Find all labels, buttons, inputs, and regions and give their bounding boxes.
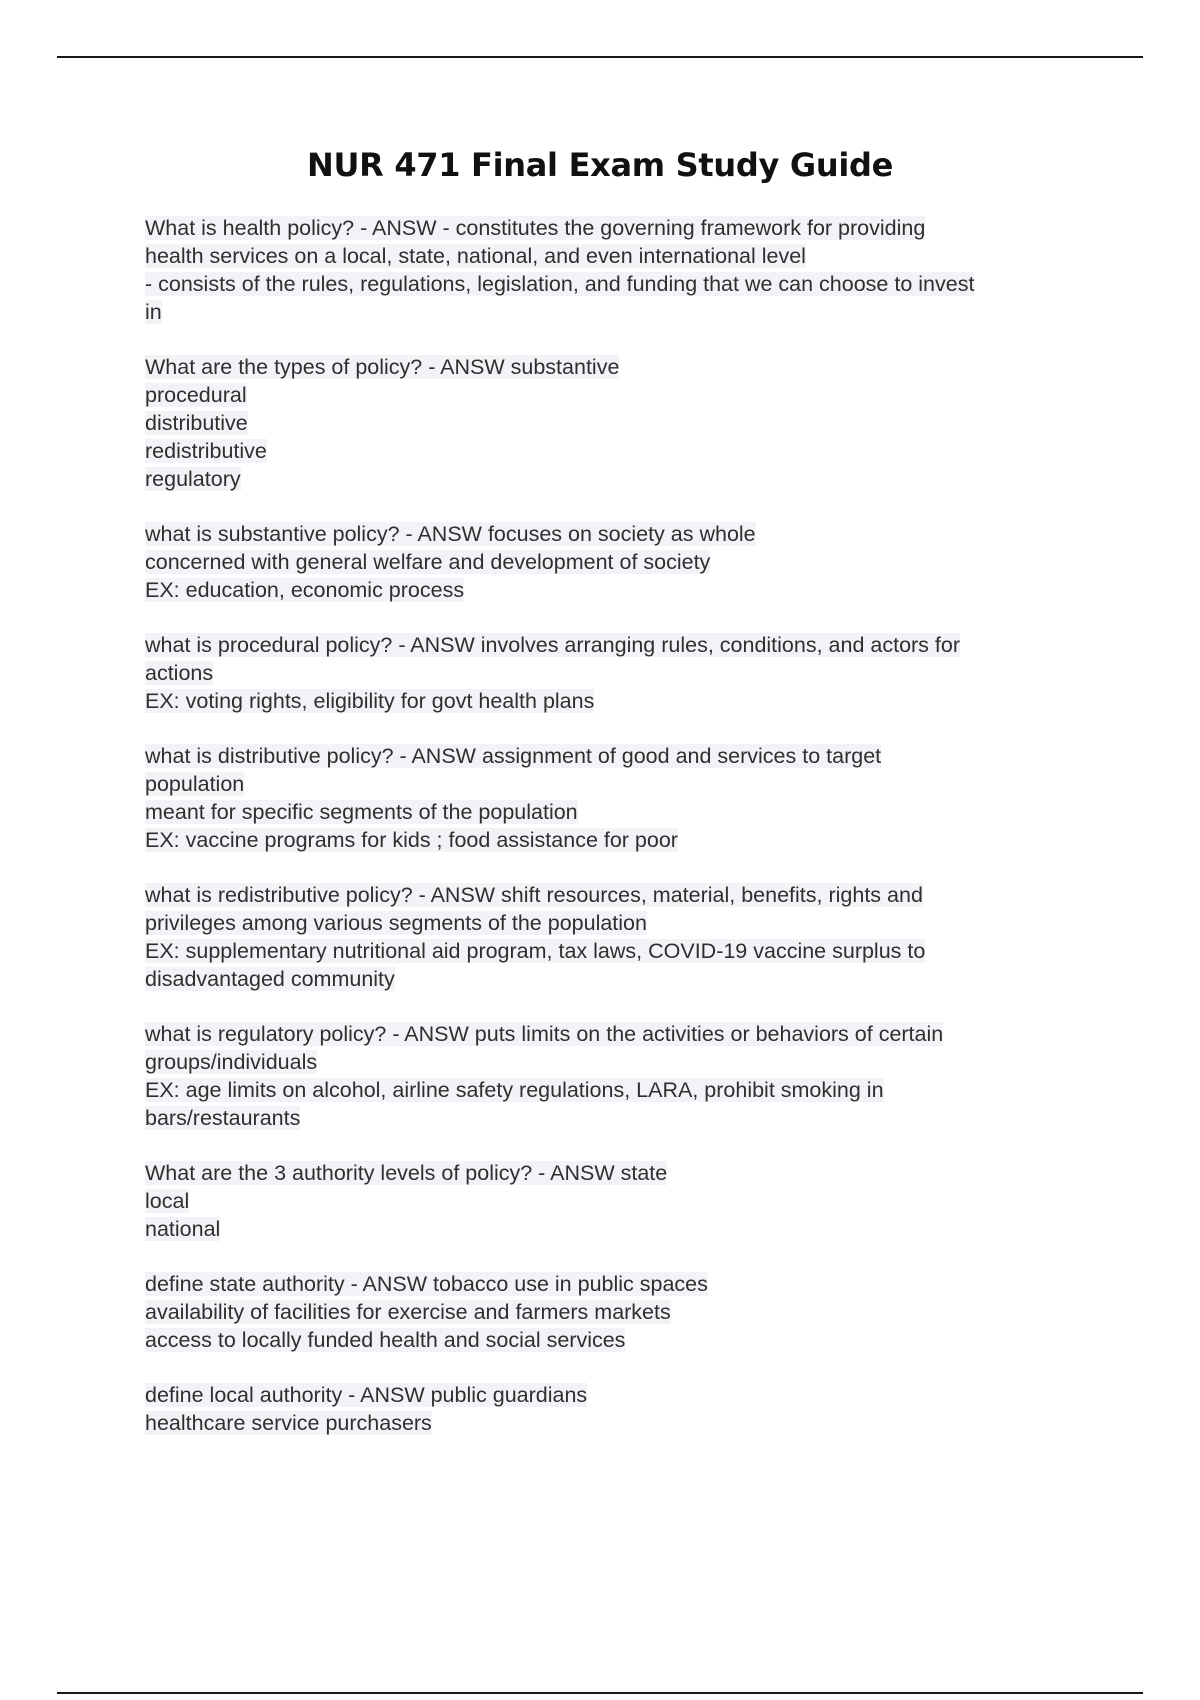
study-guide-body [145, 214, 1095, 1464]
qa-entry-types-of-policy [145, 353, 1095, 493]
entry-line: disadvantaged community [145, 967, 395, 991]
entry-line: EX: education, economic process [145, 578, 465, 602]
entry-line: national [145, 1217, 221, 1241]
entry-line: access to locally funded health and social services [145, 1328, 626, 1352]
entry-line: what is distributive policy? - ANSW assignment of good and services to target [145, 744, 882, 768]
qa-entry-distributive-policy [145, 742, 1095, 854]
entry-line: EX: supplementary nutritional aid program, tax laws, COVID-19 vaccine surplus to [145, 939, 926, 963]
entry-line: what is substantive policy? - ANSW focuses on society as whole [145, 522, 756, 546]
qa-entry-substantive-policy [145, 520, 1095, 604]
entry-line: define local authority - ANSW public guardians [145, 1383, 588, 1407]
entry-line: privileges among various segments of the population [145, 911, 647, 935]
entry-line: healthcare service purchasers [145, 1411, 432, 1435]
entry-line: what is regulatory policy? - ANSW puts limits on the activities or behaviors of certain [145, 1022, 944, 1046]
entry-line: What are the types of policy? - ANSW substantive [145, 355, 620, 379]
entry-line: What is health policy? - ANSW - constitutes the governing framework for providing [145, 216, 926, 240]
qa-entry-procedural-policy [145, 631, 1095, 715]
entry-line: regulatory [145, 467, 241, 491]
entry-line: what is procedural policy? - ANSW involves arranging rules, conditions, and actors for [145, 633, 960, 657]
entry-line: bars/restaurants [145, 1106, 301, 1130]
entry-line: What are the 3 authority levels of policy? - ANSW state [145, 1161, 668, 1185]
entry-line: EX: age limits on alcohol, airline safety regulations, LARA, prohibit smoking in [145, 1078, 884, 1102]
entry-line: procedural [145, 383, 247, 407]
entry-line: actions [145, 661, 214, 685]
qa-entry-authority-levels [145, 1159, 1095, 1243]
entry-line: concerned with general welfare and development of society [145, 550, 711, 574]
entry-line: health services on a local, state, national, and even international level [145, 244, 806, 268]
entry-line: distributive [145, 411, 248, 435]
entry-line: availability of facilities for exercise and farmers markets [145, 1300, 671, 1324]
qa-entry-local-authority [145, 1381, 1095, 1437]
entry-line: local [145, 1189, 190, 1213]
document-title: NUR 471 Final Exam Study Guide [306, 146, 894, 184]
qa-entry-state-authority [145, 1270, 1095, 1354]
entry-line: population [145, 772, 245, 796]
entry-line: in [145, 300, 162, 324]
footer-rule [57, 1692, 1143, 1694]
entry-line: redistributive [145, 439, 267, 463]
entry-line: define state authority - ANSW tobacco use in public spaces [145, 1272, 708, 1296]
entry-line: meant for specific segments of the population [145, 800, 578, 824]
entry-line: EX: voting rights, eligibility for govt health plans [145, 689, 595, 713]
qa-entry-redistributive-policy [145, 881, 1095, 993]
entry-line: EX: vaccine programs for kids ; food assistance for poor [145, 828, 678, 852]
qa-entry-regulatory-policy [145, 1020, 1095, 1132]
entry-line: groups/individuals [145, 1050, 318, 1074]
entry-line: - consists of the rules, regulations, legislation, and funding that we can choose to invest [145, 272, 975, 296]
header-rule [57, 56, 1143, 58]
qa-entry-health-policy [145, 214, 1095, 326]
entry-line: what is redistributive policy? - ANSW shift resources, material, benefits, rights and [145, 883, 923, 907]
